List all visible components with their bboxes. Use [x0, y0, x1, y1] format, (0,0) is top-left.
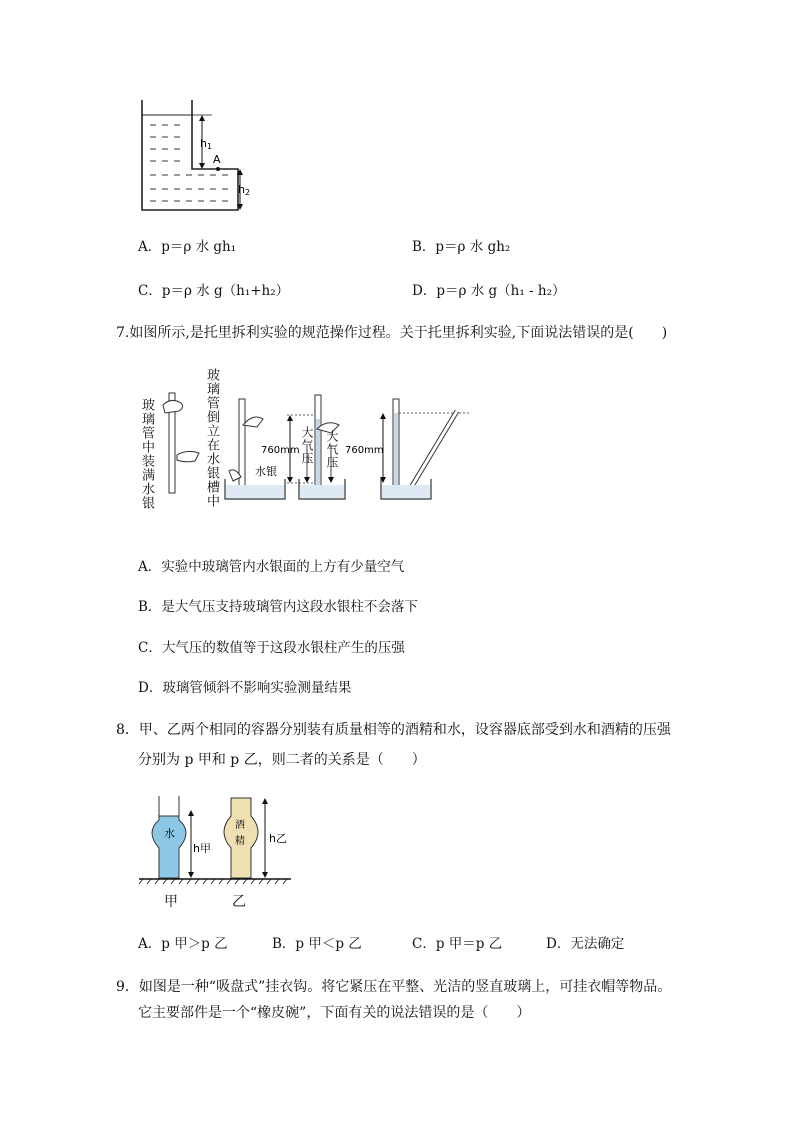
label-h2: h2	[238, 183, 251, 197]
q9-stem-line2: 它主要部件是一个“橡皮碗”，下面有关的说法错误的是（ ）	[138, 1005, 531, 1021]
label-daqiya-1: 大气压	[300, 426, 314, 465]
q7-option-d[interactable]: D．玻璃管倾斜不影响实验测量结果	[138, 680, 352, 696]
q7-vtext-fill: 玻璃管中装满水银	[139, 398, 154, 510]
q7-option-c[interactable]: C．大气压的数值等于这段水银柱产生的压强	[138, 640, 405, 656]
q8-option-d[interactable]: D．无法确定	[546, 936, 625, 952]
q9-stem-line1: 9．如图是一种“吸盘式”挂衣钩。将它紧压在平整、光洁的竖直玻璃上，可挂衣帽等物品。	[116, 979, 672, 995]
label-alcohol-2: 精	[235, 836, 245, 847]
label-water: 水	[164, 827, 175, 840]
q8-option-a[interactable]: A．p 甲＞p 乙	[138, 936, 228, 952]
label-daqiya-2: 大气压	[325, 430, 339, 469]
q6-option-b[interactable]: B．p＝ρ 水 gh₂	[412, 239, 511, 255]
q8-option-b[interactable]: B．p 甲＜p 乙	[272, 936, 362, 952]
q6-option-a[interactable]: A．p＝ρ 水 gh₁	[138, 239, 237, 255]
label-h-jia: h甲	[193, 842, 211, 855]
q6-option-d[interactable]: D．p＝ρ 水 g（h₁ - h₂）	[412, 283, 566, 299]
figure-two-containers	[135, 790, 295, 890]
container-outline	[142, 100, 238, 210]
hand-icon	[163, 400, 183, 413]
point-a	[216, 167, 220, 171]
label-760mm-a: 760mm	[261, 445, 300, 456]
label-h1: h1	[200, 137, 213, 151]
container-jia	[152, 816, 186, 878]
label-a: A	[213, 153, 221, 166]
q8-stem-line2: 分别为 p 甲和 p 乙，则二者的关系是（ ）	[138, 752, 426, 768]
q8-stem-line1: 8．甲、乙两个相同的容器分别装有质量相等的酒精和水，设容器底部受到水和酒精的压强	[116, 722, 671, 738]
q7-stem: 7.如图所示,是托里拆利实验的规范操作过程。关于托里拆利实验,下面说法错误的是( )	[116, 325, 668, 341]
label-760mm-b: 760mm	[345, 445, 384, 456]
q7-option-b[interactable]: B．是大气压支持玻璃管内这段水银柱不会落下	[138, 599, 418, 615]
figure-container-pressure	[130, 95, 260, 220]
q7-vtext-invert: 玻璃管倒立在水银槽中	[204, 368, 219, 508]
label-alcohol-1: 酒	[235, 820, 245, 831]
q6-option-c[interactable]: C．p＝ρ 水 g（h₁+h₂）	[138, 283, 290, 299]
hand-icon	[177, 451, 199, 461]
q7-option-a[interactable]: A．实验中玻璃管内水银面的上方有少量空气	[138, 559, 405, 575]
label-mercury: 水银	[255, 465, 277, 478]
label-h-yi: h乙	[269, 832, 287, 845]
hand-icon	[243, 417, 263, 427]
caption-yi: 乙	[232, 894, 246, 910]
figure-torricelli	[155, 385, 475, 525]
caption-jia: 甲	[164, 894, 178, 910]
q8-option-c[interactable]: C．p 甲＝p 乙	[412, 936, 503, 952]
